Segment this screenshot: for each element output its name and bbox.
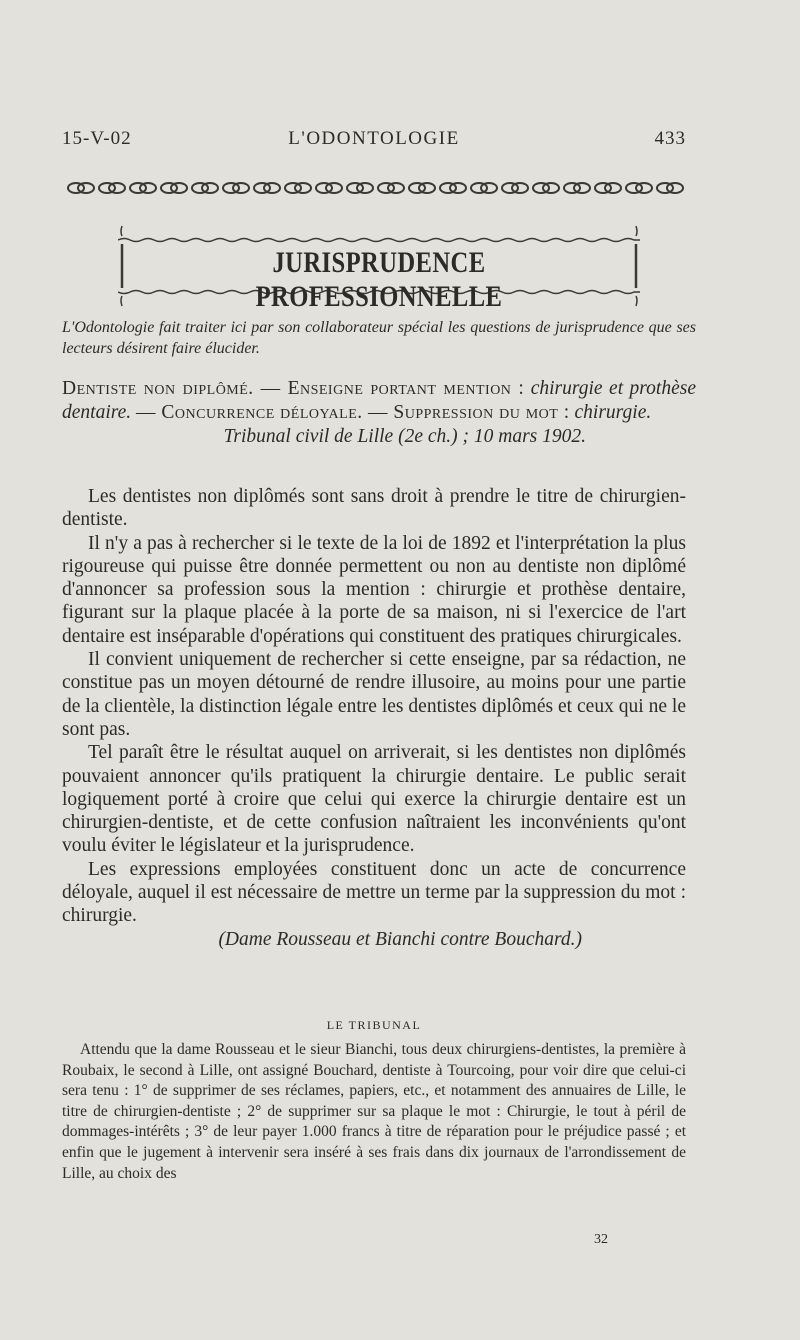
headline-part2: — Concurrence déloyale. — Suppression du mot :: [136, 402, 570, 423]
case-parties: (Dame Rousseau et Bianchi contre Bouchard.): [218, 928, 582, 950]
paragraph: Il convient uniquement de rechercher si cette enseigne, par sa rédaction, ne constitue pas un moyen détourné de rendre illusoire, au moins pour une partie de la clientèle, la distinction légale entre les dentistes diplômés et ceux qui ne le sont pas.: [62, 649, 686, 740]
paragraph: Il n'y a pas à rechercher si le texte de la loi de 1892 et l'interprétation la plus rigoureuse qui puisse être donnée permettent ou non au dentiste non diplômé d'annoncer sa profession sous la mention : chirurgie et prothèse dentaire, figurant sur la plaque placée à la porte de sa maison, ni si l'exercice de l'art dentaire est inséparable d'opérations qui constituent des pratiques chirurgicales.: [62, 532, 686, 647]
paragraph: Tel paraît être le résultat auquel on arriverait, si les dentistes non diplômés pouvaient annoncer qu'ils pratiquent la chirurgie dentaire. Le public serait logiquement porté à croire que celui qui exerce la chirurgie dentaire est un chirurgien-dentiste, et de cette confusion naîtraient les inconvénients qu'ont voulu éviter le législateur et la jurisprudence.: [62, 742, 686, 857]
headline-part1-italic: chirurgie et prothèse dentaire.: [62, 378, 696, 423]
paragraph: Les expressions employées constituent donc un acte de concurrence déloyale, auquel il est nécessaire de mettre un terme par la suppression du mot : chirurgie.: [62, 858, 686, 927]
headline-part2-italic: chirurgie.: [574, 402, 652, 423]
summary-body: [62, 485, 686, 951]
section-banner: [118, 222, 640, 313]
judgment-paragraph: Attendu que la dame Rousseau et le sieur Bianchi, tous deux chirurgiens-dentistes, la première à Roubaix, le second à Lille, ont assigné Bouchard, dentiste à Tourcoing, pour voir dire que celui-ci sera tenu : 1° de supprimer de ses réclames, papiers, etc., et notamment des annuaires de Lille, le titre de chirurgien-dentiste ; 2° de supprimer sur sa plaque le mot : Chirurgie, le tout à péril de dommages-intérêts ; 3° de leur payer 1.000 francs à titre de réparation pour le préjudice passé ; et enfin que le jugement à intervenir sera inséré à ses frais dans dix journaux de l'arrondissement de Lille, au choix des: [62, 1041, 686, 1182]
judgment-text: [62, 1040, 686, 1184]
ornamental-border: [66, 176, 686, 200]
issue-date: 15-V-02: [62, 128, 132, 149]
signature-mark: 32: [594, 1232, 608, 1247]
headline-part1: Dentiste non diplômé. — Enseigne portant mention :: [62, 378, 525, 399]
paragraph: Les dentistes non diplômés sont sans droit à prendre le titre de chirurgien-dentiste.: [62, 486, 686, 531]
court-reference: Tribunal civil de Lille (2e ch.) ; 10 mars 1902.: [223, 426, 586, 447]
case-headline: [62, 377, 696, 449]
tribunal-heading: LE TRIBUNAL: [326, 1018, 422, 1032]
section-title: JURISPRUDENCE PROFESSIONNELLE: [255, 246, 503, 313]
page-number: 433: [654, 128, 686, 149]
intro-note: L'Odontologie fait traiter ici par son collaborateur spécial les questions de jurisprudence que ses lecteurs désirent faire élucider.: [62, 319, 696, 357]
journal-title: L'ODONTOLOGIE: [288, 128, 460, 149]
running-head: [62, 128, 686, 156]
